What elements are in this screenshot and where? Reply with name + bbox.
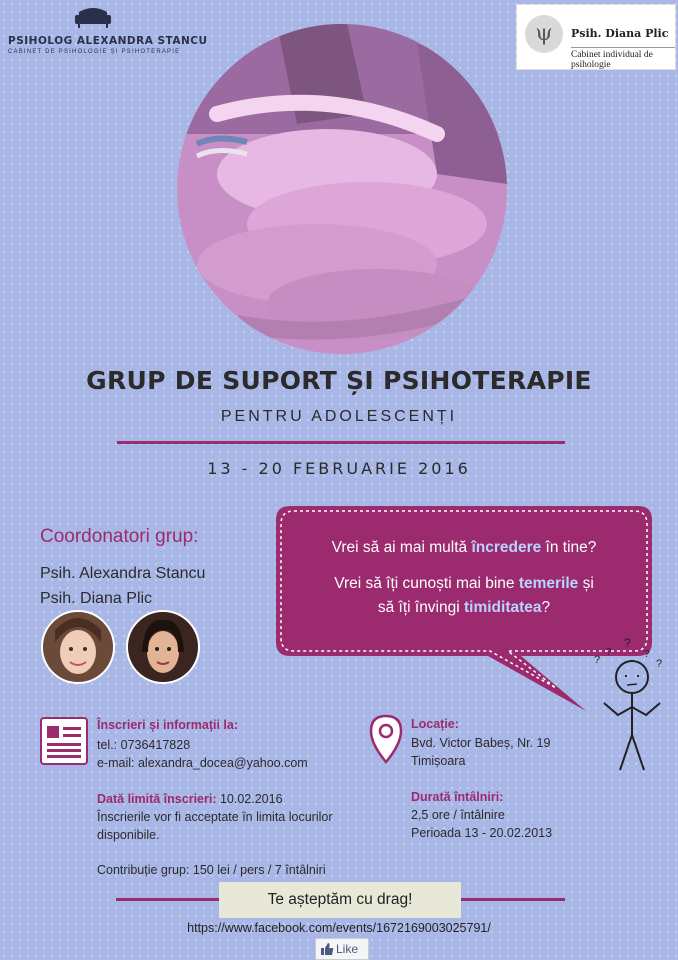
divider	[461, 898, 565, 901]
signup-phone: tel.: 0736417828	[97, 738, 191, 752]
logo-right-name: Psih. Diana Plic	[571, 27, 669, 40]
location-city: Timișoara	[411, 754, 466, 768]
duration-heading: Durată întâlniri:	[411, 790, 504, 804]
svg-text:?: ?	[624, 636, 631, 650]
event-dates: 13 - 20 FEBRUARIE 2016	[207, 459, 471, 478]
location-pin-icon	[368, 714, 404, 764]
svg-text:?: ?	[606, 647, 612, 658]
logo-diana-plic	[516, 4, 676, 70]
sofa-icon	[74, 6, 112, 28]
location-address: Bvd. Victor Babeș, Nr. 19	[411, 736, 551, 750]
deadline-label: Dată limită înscrieri:	[97, 792, 217, 806]
deadline-note-2: disponibile.	[97, 828, 160, 842]
divider	[116, 898, 219, 901]
svg-text:?: ?	[594, 654, 601, 666]
logo-left-name: PSIHOLOG ALEXANDRA STANCU	[8, 35, 208, 47]
bubble-question-3: să îți învingi timiditatea?	[377, 599, 551, 616]
svg-text:?: ?	[644, 649, 650, 660]
poster-title: GRUP DE SUPORT ȘI PSIHOTERAPIE	[86, 366, 592, 395]
psi-icon: ψ	[525, 15, 563, 53]
location-heading: Locație:	[411, 717, 459, 731]
duration-period: Perioada 13 - 20.02.2013	[411, 826, 553, 840]
signup-heading: Înscrieri și informații la:	[97, 718, 239, 732]
coordinators-heading: Coordonatori grup:	[40, 526, 199, 547]
duration-per-session: 2,5 ore / întâlnire	[411, 808, 505, 822]
thumbs-up-icon	[320, 942, 334, 956]
like-button[interactable]	[315, 938, 369, 960]
logo-left-tagline: CABINET DE PSIHOLOGIE ȘI PSIHOTERAPIE	[8, 49, 181, 55]
divider	[117, 441, 565, 444]
avatar-diana-plic	[126, 610, 200, 684]
bubble-question-1: Vrei să ai mai multă încredere în tine?	[331, 539, 597, 556]
svg-text:?: ?	[656, 658, 663, 670]
hands-photo	[177, 24, 507, 354]
poster-subtitle: PENTRU ADOLESCENȚI	[220, 408, 458, 425]
speech-bubble	[276, 506, 652, 656]
welcome-banner: Te așteptăm cu drag!	[219, 882, 461, 918]
coordinator-name: Psih. Alexandra Stancu	[40, 565, 206, 582]
logo-alexandra-stancu	[8, 6, 208, 55]
bubble-question-2: Vrei să îți cunoști mai bine temerile și	[334, 575, 594, 592]
like-label: Like	[336, 942, 359, 956]
stick-figure-icon	[588, 635, 668, 775]
coordinator-name: Psih. Diana Plic	[40, 590, 153, 607]
deadline-line	[97, 792, 283, 806]
deadline-note: Înscrierile vor fi acceptate în limita locurilor	[97, 810, 333, 824]
group-contribution: Contribuție grup: 150 lei / pers / 7 întâlniri	[97, 863, 326, 877]
newspaper-icon	[40, 717, 88, 765]
logo-right-tagline: Cabinet individual de psihologie	[571, 47, 675, 70]
signup-email: e-mail: alexandra_docea@yahoo.com	[97, 756, 308, 770]
deadline-value: 10.02.2016	[216, 792, 283, 806]
facebook-event-link[interactable]: https://www.facebook.com/events/1672169003025791/	[187, 921, 491, 935]
avatar-alexandra-stancu	[41, 610, 115, 684]
